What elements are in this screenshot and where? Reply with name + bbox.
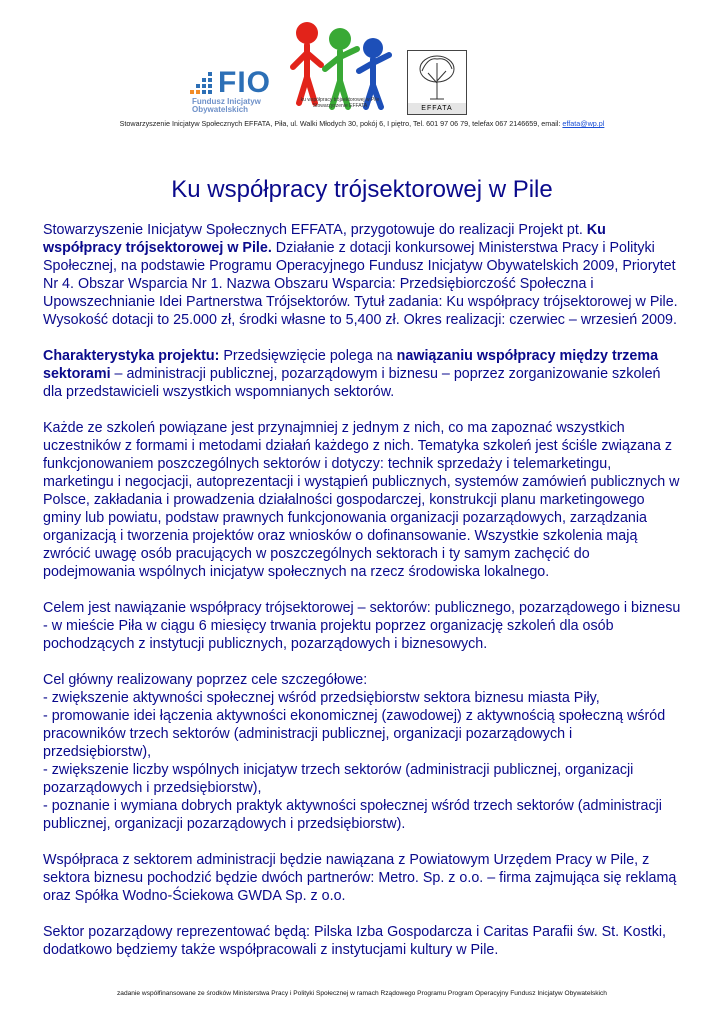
objective-item: - zwiększenie liczby wspólnych inicjatyw trzech sektorów (administracji publicznej, organizacji pozarządowych i przedsiębiorstw), [43, 762, 634, 796]
characteristics-bold: nawiązaniu współpracy między trzema sektorami [43, 348, 659, 382]
address-text: Stowarzyszenie Inicjatyw Społecznych EFFATA, Piła, ul. Walki Młodych 30, pokój 6, I piętro, Tel. 601 97 06 79, telefax 067 2146659, email: [119, 119, 563, 128]
figures-caption-line1: ku współpracy trójsektorowej w Pile [300, 97, 380, 103]
fio-dots-icon [190, 70, 216, 96]
document-body [43, 221, 683, 977]
fio-logo-subtitle [192, 98, 261, 114]
page-header [0, 0, 724, 135]
paragraph-partners: Współpraca z sektorem administracji będzie nawiązana z Powiatowym Urzędem Pracy w Pile, z sektora biznesu pochodzić będzie dwóch partnerów: Metro. Sp. z o.o. – firma zajmująca się reklamą oraz Spółka Wodno-Ściekowa GWDA Sp. z o.o. [43, 852, 677, 904]
effata-logo [407, 50, 467, 115]
paragraph-ngo-sector: Sektor pozarządowy reprezentować będą: Pilska Izba Gospodarcza i Caritas Parafii św. St. Kostki, dodatkowo będziemy także współpracowali z instytucjami kultury w Pile. [43, 924, 666, 958]
intro-text-2: Działanie z dotacji konkursowej Ministerstwa Pracy i Polityki Społecznej, na podstawie Programu Operacyjnego Fundusz Inicjatyw Obywatelskich 2009, Priorytet Nr 4. Obszar Wsparcia Nr 1. Nazwa Obszaru Wsparcia: Przedsiębiorczość Społeczna i Upowszechnianie Idei Partnerstwa Trójsektorów. Tytuł zadania: Ku współpracy trójsektorowej w Pile. Wysokość dotacji to 25.000 zł, środki własne to 5,400 zł. Okres realizacji: czerwiec – wrzesień 2009. [43, 240, 678, 328]
paragraph-intro [43, 221, 683, 329]
fio-subtitle-line2: Obywatelskich [192, 105, 249, 114]
fio-subtitle-line1: Fundusz Inicjatyw [192, 97, 261, 106]
objective-item: - promowanie idei łączenia aktywności ekonomicznej (zawodowej) z aktywnością społeczną wśród pracowników trzech sektorów (administracji publicznej, organizacji pozarządowych i przedsiębiorstw), [43, 708, 666, 760]
figures-caption [300, 97, 380, 109]
project-title-bold: Ku współpracy trójsektorowej w Pile. [43, 222, 606, 256]
paragraph-objectives [43, 671, 683, 833]
fio-logo-text: FIO [218, 66, 271, 99]
figures-caption-line2: Stowarzyszenie EFFATA [312, 103, 368, 109]
tree-icon [408, 51, 466, 103]
characteristics-text-1: Przedsięwzięcie polega na [219, 348, 397, 364]
email-link[interactable]: effata@wp.pl [562, 119, 605, 128]
intro-text-1: Stowarzyszenie Inicjatyw Społecznych EFFATA, przygotowuje do realizacji Projekt pt. [43, 222, 587, 238]
footer-note: zadanie współfinansowane ze środków Ministerstwa Pracy i Polityki Społecznej w ramach Rządowego Programu Program Operacyjny Fundusz Inicjatyw Obywatelskich [117, 990, 607, 997]
page-title: Ku współpracy trójsektorowej w Pile [171, 176, 553, 203]
paragraph-characteristics [43, 347, 683, 401]
objective-item: - poznanie i wymiana dobrych praktyk aktywności społecznej wśród trzech sektorów (administracji publicznej, organizacji pozarządowych i przedsiębiorstw). [43, 798, 662, 832]
characteristics-text-2: – administracji publicznej, pozarządowym i biznesu – poprzez zorganizowanie szkoleń dla przedstawicieli wszystkich wspomnianych sektorów. [43, 366, 661, 400]
objective-item: - zwiększenie aktywności społecznej wśród przedsiębiorstw sektora biznesu miasta Piły, [43, 690, 600, 706]
objectives-intro: Cel główny realizowany poprzez cele szczegółowe: [43, 672, 368, 688]
fio-logo [190, 64, 285, 112]
paragraph-trainings: Każde ze szkoleń powiązane jest przynajmniej z jednym z nich, co ma zapoznać wszystkich uczestników z formami i metodami działań każdego z nich. Tematyka szkoleń jest ściśle związana z funkcjonowaniem poszczególnych sektorów i dotyczy: technik sprzedaży i telemarketingu, marketingu i negocjacji, autoprezentacji i wystąpień publicznych, systemów zamówień publicznych w Polsce, zakładania i prowadzenia działalności gospodarczej, konstrukcji planu marketingowego gminy lub powiatu, podstaw prawnych funkcjonowania organizacji pozarządowych, zarządzania organizacją i tworzenia projektów oraz wniosków o dofinansowanie. Wszystkie szkolenia mają zwrócić uwagę osób pracujących w poszczególnych sektorach i ty samym zachęcić do podejmowania wspólnych inicjatyw społecznych na rzecz środowiska lokalnego. [43, 420, 680, 580]
effata-label: EFFATA [408, 103, 466, 114]
characteristics-heading: Charakterystyka projektu: [43, 348, 220, 364]
paragraph-goal: Celem jest nawiązanie współpracy trójsektorowej – sektorów: publicznego, pozarządowego i biznesu - w mieście Piła w ciągu 6 miesięcy trwania projektu poprzez organizację szkoleń dla osób pochodzących z instytucji publicznych, pozarządowych i biznesowych. [43, 600, 681, 652]
address-line [0, 119, 724, 128]
